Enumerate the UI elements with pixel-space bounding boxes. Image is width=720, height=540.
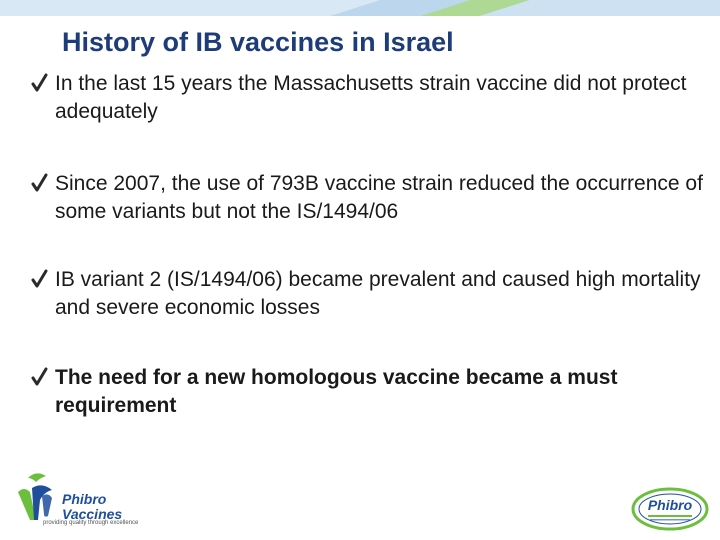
bullet-text: Since 2007, the use of 793B vaccine strain reduced the occurrence of some variants but not the IS/1494/06 [55, 172, 703, 223]
slide-title: History of IB vaccines in Israel [62, 27, 454, 57]
logo-left-name: Phibro [62, 491, 107, 507]
logo-tagline: providing quality through excellence [43, 520, 139, 526]
checkmark-icon [30, 73, 50, 93]
checkmark-icon [30, 173, 50, 193]
bullet-text: The need for a new homologous vaccine became a must requirement [55, 366, 618, 417]
logo-left-sub: Vaccines [62, 506, 123, 522]
logo-right-name: Phibro [647, 497, 693, 513]
bullet-text: In the last 15 years the Massachusetts strain vaccine did not protect adequately [55, 72, 687, 123]
checkmark-icon [30, 269, 50, 289]
bullet-text: IB variant 2 (IS/1494/06) became prevalent and caused high mortality and severe economic losses [55, 268, 701, 319]
top-decorative-band [0, 0, 720, 16]
checkmark-icon [30, 367, 50, 387]
phibro-oval-logo [630, 486, 710, 532]
